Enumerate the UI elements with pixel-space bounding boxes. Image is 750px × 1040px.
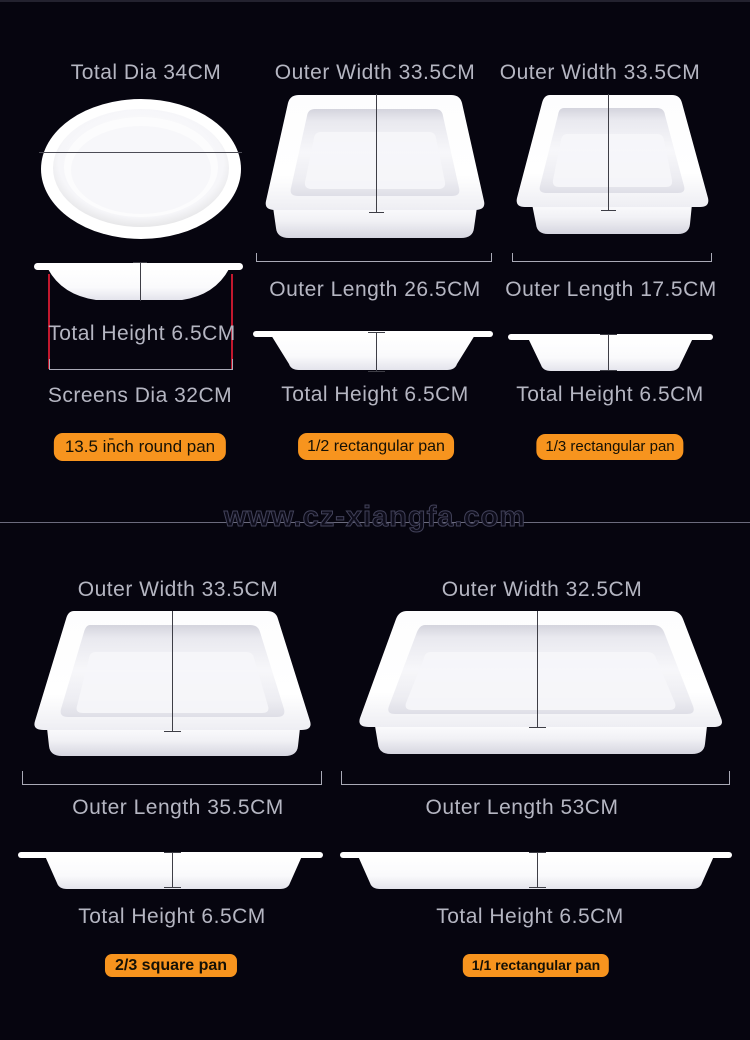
two-thirds-pan-length-label: Outer Length 35.5CM (72, 796, 284, 819)
third-pan-side-view-image (508, 330, 713, 374)
full-pan-bracket-tick-left (341, 771, 342, 785)
full-pan-height-label: Total Height 6.5CM (436, 905, 624, 928)
full-pan-length-label: Outer Length 53CM (425, 796, 619, 819)
full-pan-height-line (537, 852, 538, 888)
round-pan-height-label: Total Height 6.5CM (48, 322, 236, 345)
two-thirds-pan-badge: 2/3 square pan (105, 954, 237, 977)
two-thirds-pan-bracket-tick-left (22, 771, 23, 785)
third-pan-height-tick-bottom (600, 370, 617, 371)
round-pan-diameter-label: Total Dia 34CM (70, 61, 222, 84)
two-thirds-pan-height-label: Total Height 6.5CM (78, 905, 266, 928)
round-pan-diameter-line (39, 152, 242, 153)
two-thirds-pan-width-label: Outer Width 33.5CM (77, 578, 279, 601)
round-pan-side-view-image (34, 261, 243, 307)
half-pan-badge: 1/2 rectangular pan (298, 433, 454, 460)
half-pan-length-label: Outer Length 26.5CM (269, 278, 481, 301)
top-edge-strip (0, 0, 750, 2)
full-pan-width-label: Outer Width 32.5CM (441, 578, 643, 601)
full-pan-side-view-image (340, 847, 732, 891)
third-pan-length-label: Outer Length 17.5CM (505, 278, 717, 301)
full-pan-bracket-tick-right (729, 771, 730, 785)
half-pan-top-view-image (255, 92, 495, 242)
third-pan-width-label: Outer Width 33.5CM (499, 61, 701, 84)
half-pan-width-line (376, 94, 377, 213)
half-pan-side-view-image (253, 326, 493, 374)
third-pan-height-label: Total Height 6.5CM (516, 383, 704, 406)
round-pan-badge: 13.5 in̄ch round pan (54, 433, 226, 461)
round-pan-height-line (140, 262, 141, 301)
two-thirds-pan-bracket-line (22, 784, 322, 785)
third-pan-width-line-tick (601, 210, 616, 211)
round-pan-screen-dia-label: Screens Dia 32CM (47, 384, 233, 407)
two-thirds-pan-side-view-image (18, 847, 323, 891)
half-pan-bracket-line (256, 261, 492, 262)
two-thirds-pan-width-line-tick (164, 731, 181, 732)
full-pan-top-view-image (345, 606, 735, 758)
third-pan-width-line (608, 94, 609, 211)
half-pan-width-label: Outer Width 33.5CM (274, 61, 476, 84)
third-pan-bracket-line (512, 261, 712, 262)
round-pan-bracket-line (49, 369, 233, 370)
two-thirds-pan-height-line (172, 852, 173, 888)
third-pan-height-line (608, 334, 609, 371)
half-pan-height-tick-bottom (368, 371, 385, 372)
full-pan-height-tick-bottom (529, 887, 546, 888)
two-thirds-pan-bracket-tick-right (321, 771, 322, 785)
half-pan-height-line (376, 332, 377, 372)
round-pan-top-view-image (40, 98, 242, 241)
third-pan-badge: 1/3 rectangular pan (536, 434, 683, 460)
two-thirds-pan-width-line (172, 611, 173, 732)
full-pan-width-line (537, 611, 538, 728)
full-pan-bracket-line (341, 784, 730, 785)
half-pan-width-line-tick (369, 212, 384, 213)
watermark-text: www.cz-xiangfa.com (223, 501, 527, 533)
full-pan-width-line-tick (529, 727, 546, 728)
third-pan-top-view-image (512, 92, 712, 238)
two-thirds-pan-height-tick-bottom (164, 887, 181, 888)
full-pan-badge: 1/1 rectangular pan (463, 954, 609, 977)
half-pan-height-label: Total Height 6.5CM (281, 383, 469, 406)
